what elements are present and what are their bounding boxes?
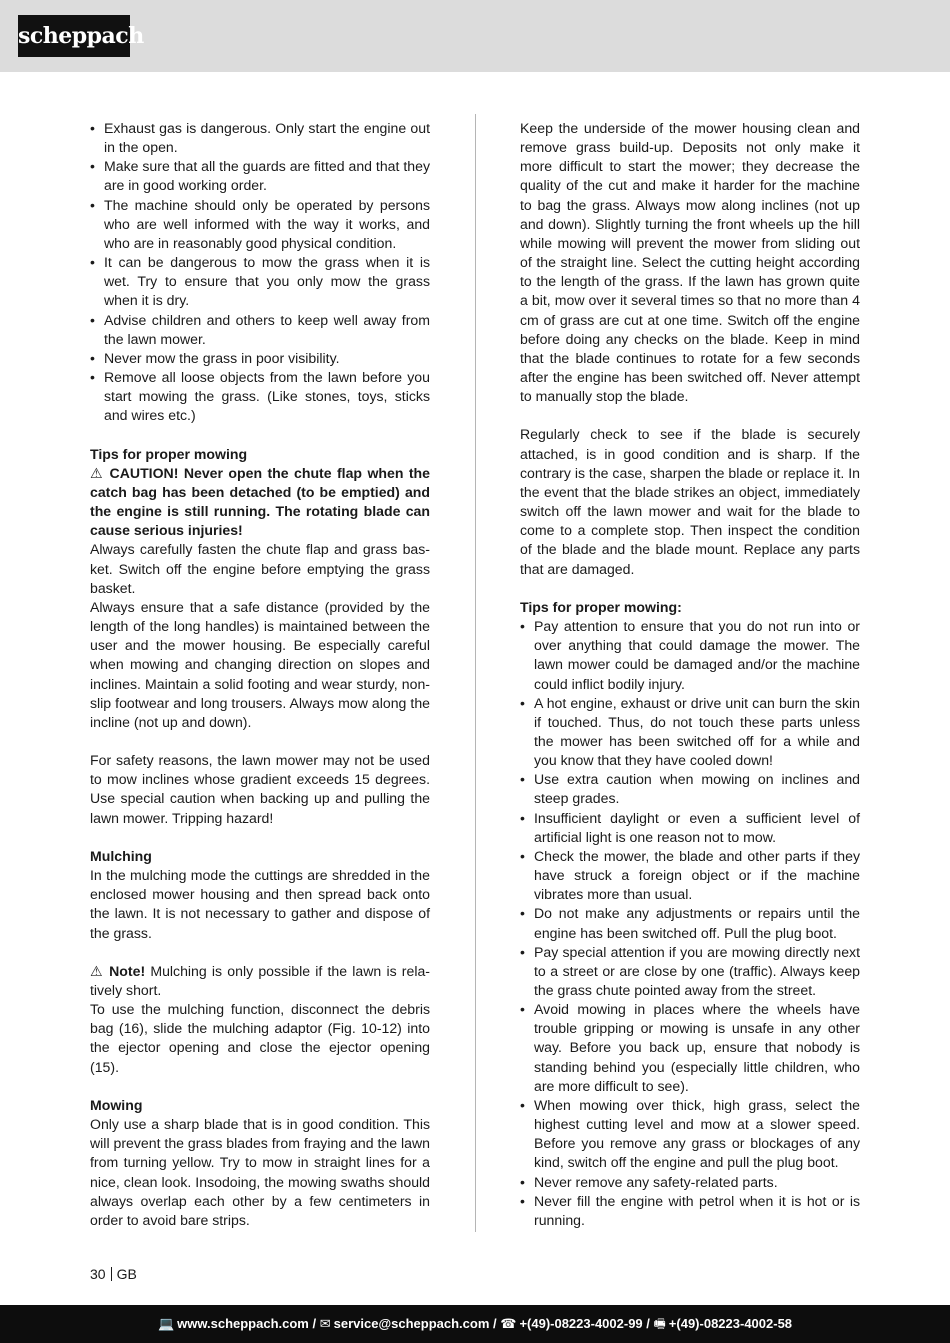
paragraph: Keep the underside of the mower housing clean and remove grass build-up. Deposits not only make it more difficult to start the mower; they decrease the quality of the cut and make it harder for the machine to bag the grass. Always mow along inclines (not up and down). Slightly turning the front wheels up the hill while mowing will prevent the mower from sliding out of the straight line. Select the cutting height according to the length of the grass. If the lawn has grown quite a bit, mow over it several times so that no more than 4 cm of grass are cut at one time. Switch off the engine before doing any checks on the blade. Keep in mind that the blade continues to rotate for a few seconds after the engine has been switched off. Never attempt to manually stop the blade. (520, 120, 860, 405)
page-number (90, 1265, 137, 1283)
list-item: • Do not make any adjustments or repairs until the engine has been switched off. Pull the plug boot. (520, 904, 860, 942)
computer-icon: 💻 (157, 1316, 175, 1331)
page-number-value: 30 (90, 1266, 106, 1282)
list-item: • Insufficient daylight or even a sufficient level of artificial light is one reason not to mow. (520, 809, 860, 847)
footer-website-link[interactable]: www.scheppach.com / (177, 1316, 317, 1331)
paragraph: Always ensure that a safe distance (provided by the length of the long handles) is maintained between the user and the mower housing. Be especially careful when mowing and changing direction on slopes and inclines. Maintain a solid footing and wear sturdy, non-slip footwear and long trousers. Always mow along the incline (not up and down). (90, 598, 430, 730)
page-language: GB (116, 1266, 137, 1282)
note-paragraph (90, 962, 430, 1000)
list-item: • When mowing over thick, high grass, select the highest cutting level and mow at a slower speed. Before you remove any grass or blockages of any kind, switch off the engine and pull the plug boot. (520, 1096, 860, 1173)
list-item: • Never remove any safety-related parts. (520, 1173, 860, 1192)
paragraph: To use the mulching function, disconnect the debris bag (16), slide the mulching adaptor (Fig. 10-12) into the ejector opening and close the ejector opening (15). (90, 1001, 430, 1075)
list-item: • Advise children and others to keep well away from the lawn mower. (90, 311, 430, 349)
section-heading-tips: Tips for proper mowing (90, 445, 248, 462)
phone-icon: ☎ (500, 1316, 517, 1331)
section-heading-mowing: Mowing (90, 1096, 143, 1113)
list-item: • Pay special attention if you are mowing directly next to a street or are close by one (traffic). Always keep the grass chute pointed away from the street. (520, 943, 860, 1000)
list-item: • Make sure that all the guards are fitted and that they are in good working order. (90, 157, 430, 195)
footer-email-link[interactable]: service@scheppach.com / (333, 1316, 497, 1331)
paragraph: Only use a sharp blade that is in good condition. This will prevent the grass blades from fraying and the lawn from turning yellow. Try to mow in straight lines for a nice, clean look. Insodoing, the mowing swaths should always overlap each other by a few centimeters in order to avoid bare strips. (90, 1116, 430, 1228)
fax-icon: 🖷 (653, 1316, 666, 1331)
warning-icon: ⚠ (90, 962, 104, 979)
note-label: Note! (109, 962, 146, 979)
list-item: • A hot engine, exhaust or drive unit can burn the skin if touched. Thus, do not touch these parts unless the mower has been switched off for a while and you know that they have cooled down! (520, 694, 860, 771)
page-number-separator (111, 1267, 112, 1281)
list-item: • It can be dangerous to mow the grass when it is wet. Try to ensure that you only mow the grass when it is dry. (90, 253, 430, 310)
list-item: • Use extra caution when mowing on inclines and steep grades. (520, 770, 860, 808)
footer-phone: +(49)-08223-4002-99 / (519, 1316, 650, 1331)
caution-text: CAUTION! Never open the chute flap when the catch bag has been detached (to be emptied) and the engine is still running. The rotating blade can cause serious injuries! (90, 464, 430, 539)
warning-icon: ⚠ (90, 464, 105, 481)
list-item: • Avoid mowing in places where the wheels have trouble gripping or mowing is unsafe in any other way. Before you back up, ensure that nobody is standing behind you (especially little children, who are more difficult to see). (520, 1000, 860, 1096)
list-item: • The machine should only be operated by persons who are well informed with the way it works, and who are in reasonably good physical condition. (90, 196, 430, 253)
mowing-tips-list (520, 617, 860, 1230)
list-item: • Never fill the engine with petrol when it is hot or is running. (520, 1192, 860, 1230)
paragraph: Always carefully fasten the chute flap and grass bas-ket. Switch off the engine before emptying the grass basket. (90, 541, 430, 596)
column-divider (475, 114, 476, 1232)
list-item: • Never mow the grass in poor visibility. (90, 349, 430, 368)
safety-bullet-list (90, 119, 430, 426)
paragraph: For safety reasons, the lawn mower may not be used to mow inclines whose gradient exceeds 15 degrees. Use special caution when backing up and pulling the lawn mower. Tripping hazard! (90, 752, 430, 826)
paragraph: Regularly check to see if the blade is securely attached, is in good condition and is sharp. If the contrary is the case, sharpen the blade or replace it. In the event that the blade strikes an object, immediately switch off the lawn mower and wait for the blade to come to a complete stop. Then inspect the condition of the blade and the blade mount. Replace any parts that are damaged. (520, 426, 861, 577)
section-heading-tips-mowing: Tips for proper mowing: (520, 598, 682, 615)
brand-logo: scheppach (18, 15, 130, 57)
header-bar (0, 0, 950, 72)
paragraph: In the mulching mode the cuttings are shredded in the enclosed mower housing and then spread back onto the lawn. It is not necessary to gather and dispose of the grass. (90, 867, 430, 941)
list-item: • Exhaust gas is dangerous. Only start the engine out in the open. (90, 119, 430, 157)
footer-fax: +(49)-08223-4002-58 (668, 1316, 793, 1331)
note-text: Mulching is only possible if the lawn is rela-tively short. (90, 962, 431, 998)
section-heading-mulching: Mulching (90, 847, 152, 864)
list-item: • Pay attention to ensure that you do not run into or over anything that could damage the mower. The lawn mower could be damaged and/or the machine could inflict bodily injury. (520, 617, 860, 694)
list-item: • Remove all loose objects from the lawn before you start mowing the grass. (Like stones, toys, sticks and wires etc.) (90, 368, 430, 425)
footer-bar (0, 1305, 950, 1343)
right-column (520, 119, 860, 1230)
left-column (90, 119, 430, 1230)
list-item: • Check the mower, the blade and other parts if they have struck a foreign object or if the machine vibrates more than usual. (520, 847, 860, 904)
caution-paragraph (90, 464, 430, 541)
mail-icon: ✉ (319, 1316, 331, 1331)
